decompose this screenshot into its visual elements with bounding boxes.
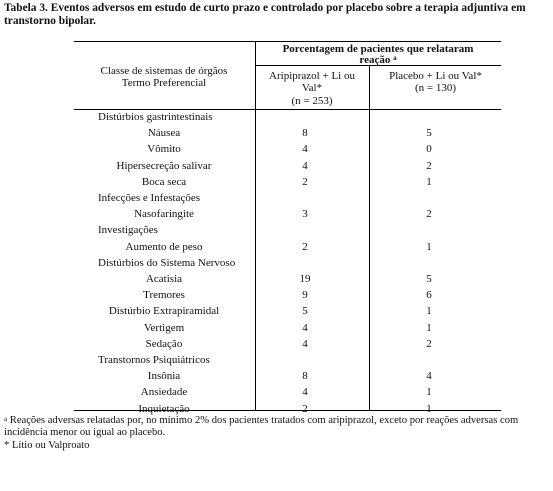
header-bottom-rule <box>74 109 501 110</box>
cell-placebo: 1 <box>426 386 432 399</box>
group-header-line1: Porcentagem de pacientes que relataram <box>282 43 474 55</box>
cell-aripiprazol: 2 <box>302 175 308 188</box>
term-label: Distúrbio Extrapiramidal <box>108 305 220 318</box>
term-label: Vertigem <box>143 321 185 334</box>
term-label: Tremores <box>143 289 185 302</box>
cell-aripiprazol: 2 <box>302 240 308 253</box>
cell-aripiprazol: 3 <box>302 208 308 221</box>
category-label: Investigações <box>98 224 158 237</box>
cell-placebo: 0 <box>426 143 432 156</box>
cell-aripiprazol: 9 <box>302 289 308 302</box>
group-header-line2: reação $^a$ <box>359 54 397 66</box>
cell-aripiprazol: 5 <box>302 305 308 318</box>
term-label: Hipersecreção salivar <box>116 159 212 172</box>
cell-placebo: 5 <box>426 273 432 285</box>
cell-placebo: 1 <box>426 402 432 415</box>
cell-placebo: 5 <box>426 127 432 140</box>
col2-header-n: (n = 130) <box>414 82 457 94</box>
cell-aripiprazol: 4 <box>302 159 308 172</box>
cell-placebo: 6 <box>426 289 432 302</box>
cell-placebo: 4 <box>426 370 432 383</box>
cell-placebo: 2 <box>426 208 432 221</box>
term-label: Sedação <box>145 337 183 350</box>
cell-placebo: 1 <box>426 175 432 188</box>
cell-aripiprazol: 4 <box>302 337 308 350</box>
cell-placebo: 2 <box>426 337 432 350</box>
cell-aripiprazol: 8 <box>302 127 308 140</box>
term-label: Nasofaringite <box>134 208 194 221</box>
class-header-line1: Classe de sistemas de órgãos <box>100 65 228 77</box>
table-caption: Tabela 3. Eventos adversos em estudo de curto prazo e controlado por placebo sobre a terapia adjuntiva em transtorno bipolar. <box>4 2 526 27</box>
term-label: Náusea <box>147 127 181 140</box>
footnotes <box>4 415 539 452</box>
footnote-star: * Lítio ou Valproato <box>4 439 90 451</box>
cell-aripiprazol: 4 <box>302 143 308 156</box>
term-label: Boca seca <box>141 175 187 188</box>
category-label: Transtornos Psiquiátricos <box>98 354 210 366</box>
cell-placebo: 1 <box>426 321 432 334</box>
cell-aripiprazol: 4 <box>302 321 308 334</box>
term-label: Vômito <box>147 143 181 156</box>
term-label: Acatisia <box>145 273 183 285</box>
footnote-a: $^a$ Reações adversas relatadas por, no mínimo 2% dos pacientes tratados com aripiprazol, exceto por reações adversas com incidência menor ou igual ao placebo. <box>4 415 519 439</box>
term-label: Ansiedade <box>140 386 188 399</box>
category-label: Distúrbios do Sistema Nervoso <box>98 256 236 269</box>
category-label: Distúrbios gastrintestinais <box>98 111 213 123</box>
col2-header-line1: Placebo + Li ou Val* <box>389 70 482 82</box>
cell-aripiprazol: 4 <box>302 386 308 399</box>
cell-placebo: 2 <box>426 159 432 172</box>
column-divider-right <box>369 66 370 410</box>
cell-aripiprazol: 2 <box>302 402 308 415</box>
col1-header-line2: Val* <box>301 82 323 94</box>
cell-placebo: 1 <box>426 240 432 253</box>
col1-header-n: (n = 253) <box>291 95 333 107</box>
cell-placebo: 1 <box>426 305 432 318</box>
term-label: Inquietação <box>138 402 190 415</box>
top-rule <box>74 41 501 42</box>
col1-header-line1: Aripiprazol + Li ou <box>269 70 355 82</box>
cell-aripiprazol: 19 <box>299 273 311 285</box>
term-label: Insônia <box>147 370 181 383</box>
term-label: Aumento de peso <box>125 240 203 253</box>
class-header-line2: Termo Preferencial <box>121 77 207 89</box>
category-label: Infecções e Infestações <box>98 192 200 204</box>
cell-aripiprazol: 8 <box>302 370 308 383</box>
